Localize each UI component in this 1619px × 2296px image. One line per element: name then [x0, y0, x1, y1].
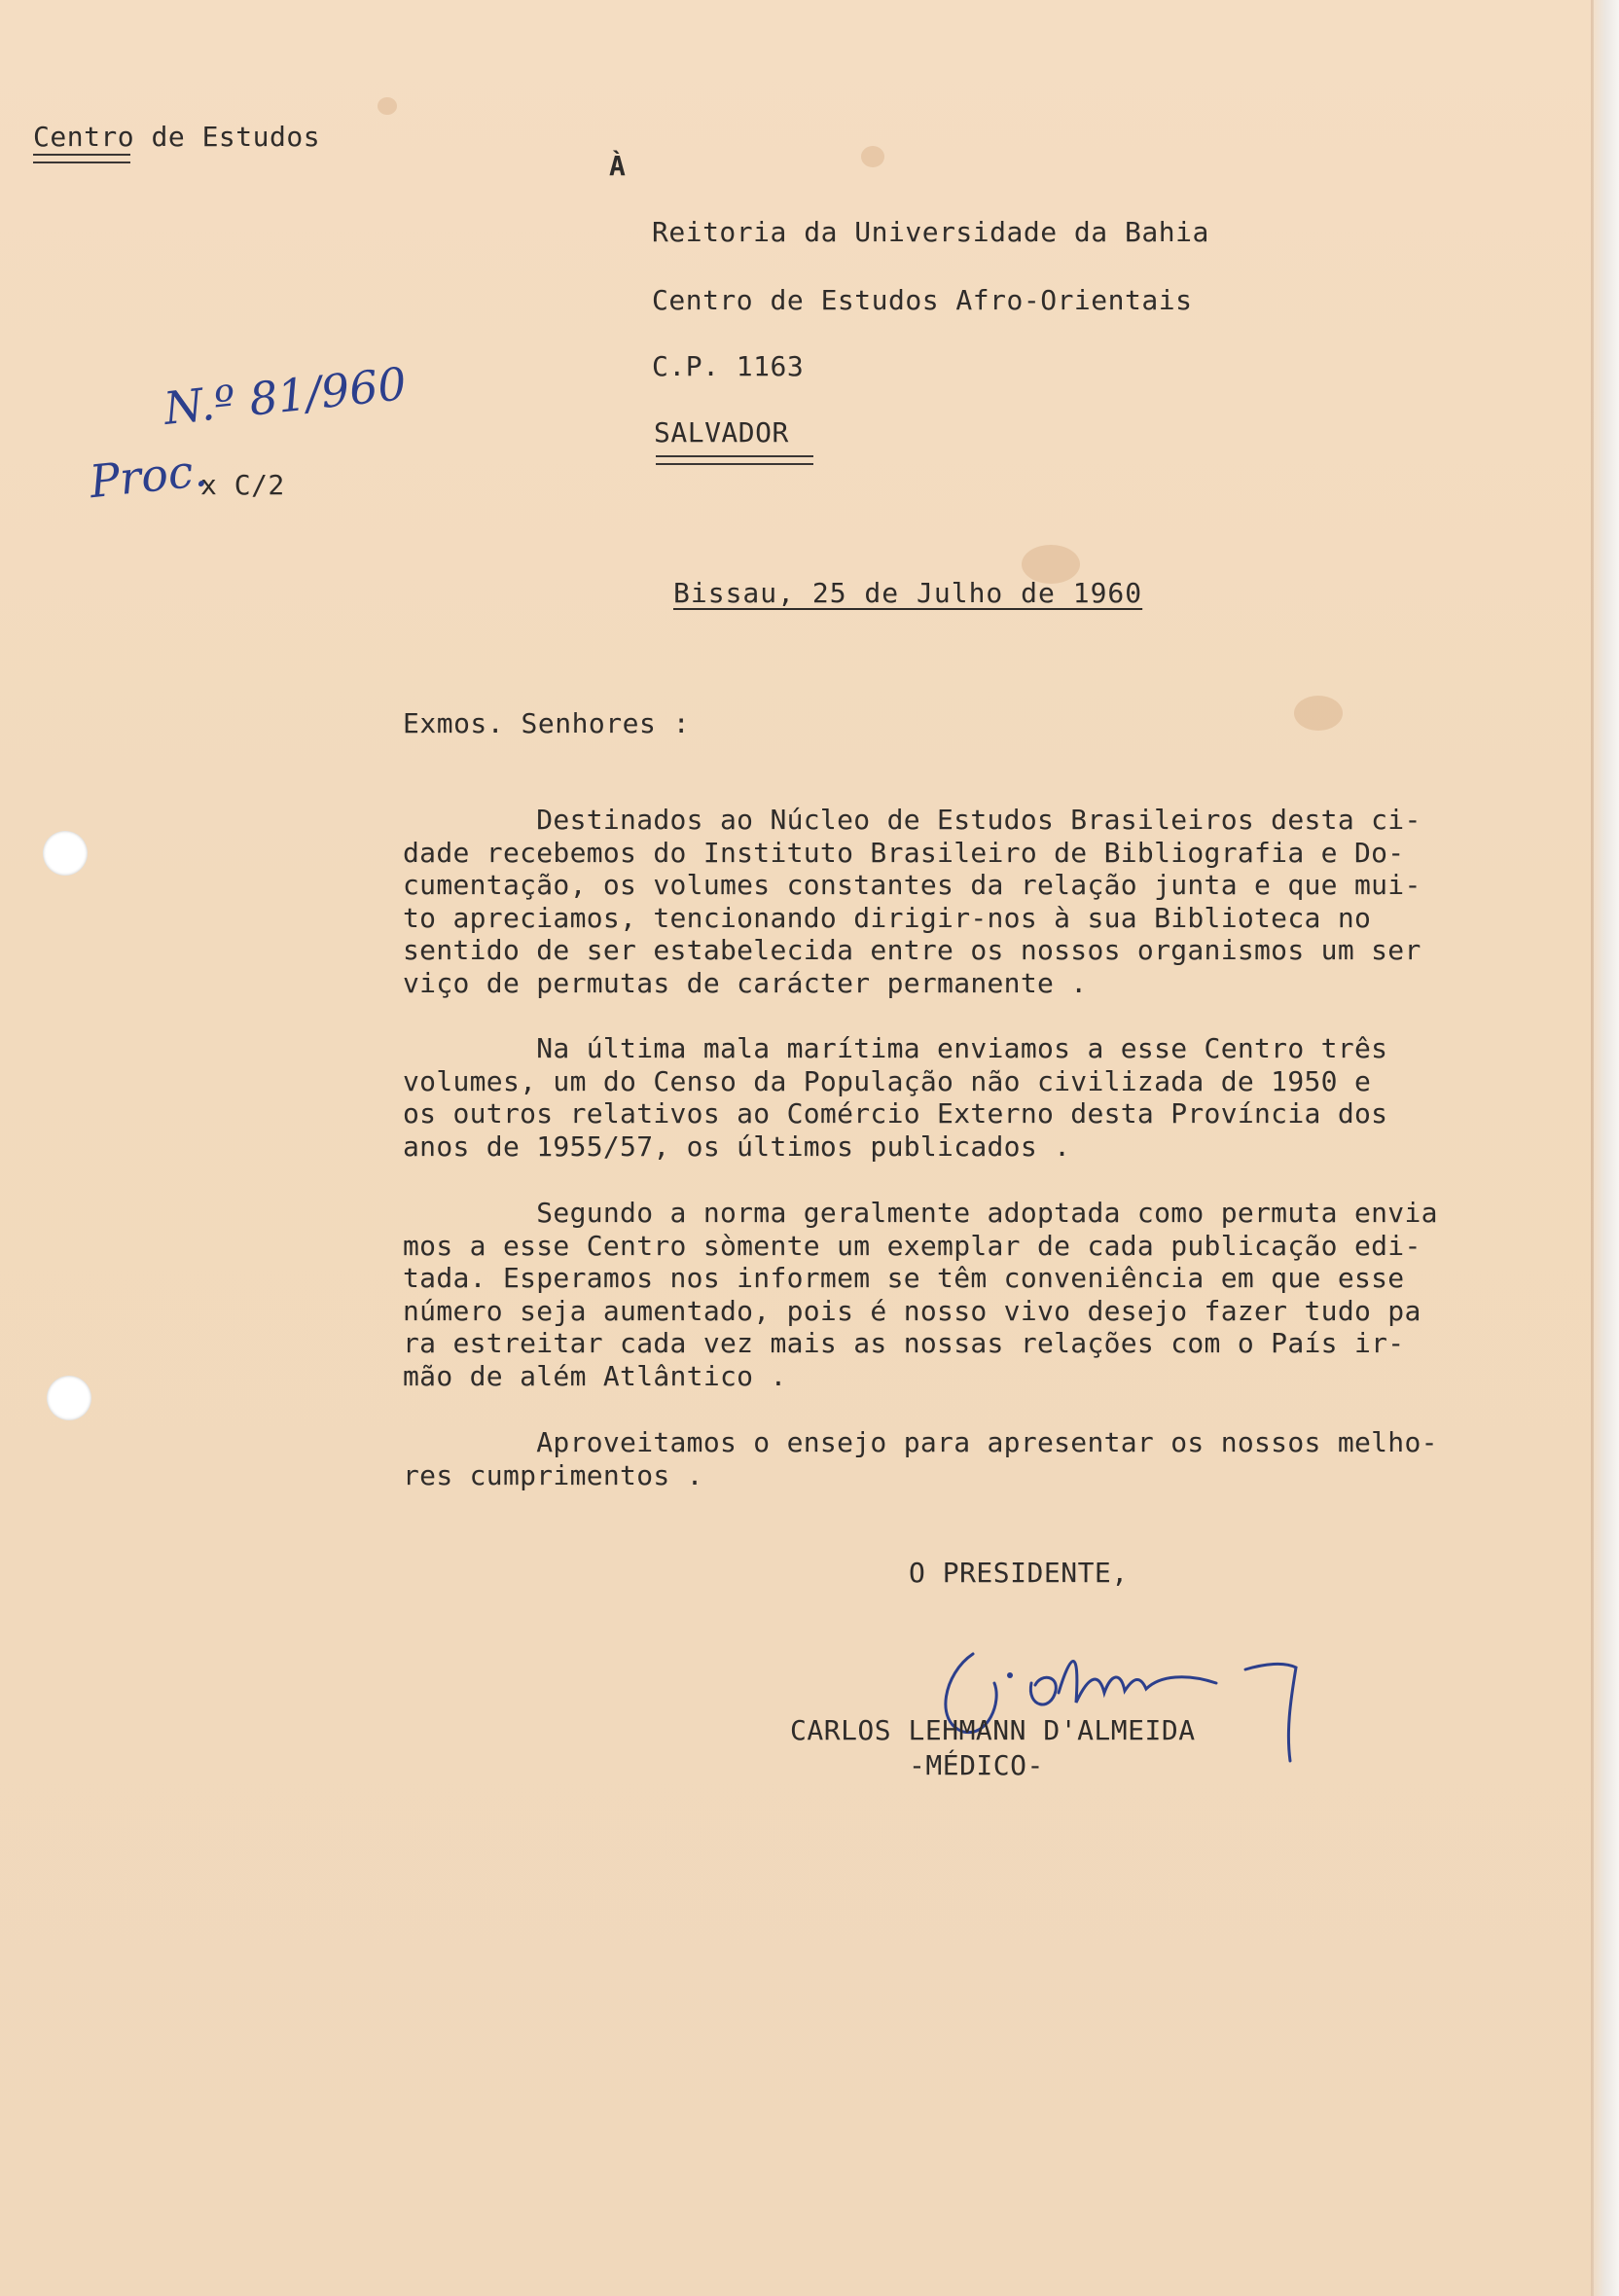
recipient-line: Centro de Estudos Afro-Orientais: [652, 284, 1193, 316]
salutation: Exmos. Senhores :: [403, 707, 691, 739]
handwritten-proc: Proc.: [87, 443, 210, 509]
paper-right-edge: [1590, 0, 1619, 2296]
body-line: dade recebemos do Instituto Brasileiro de Bibliografia e Do-: [403, 836, 1405, 869]
paper-stain: [861, 146, 884, 167]
body-line: Segundo a norma geralmente adoptada como permuta envia: [403, 1197, 1438, 1229]
paper-stain: [1294, 696, 1343, 731]
body-paragraph: [403, 804, 1421, 999]
recipient-city: SALVADOR: [654, 416, 789, 448]
city-underline: [656, 455, 813, 465]
body-line: Destinados ao Núcleo de Estudos Brasileiros desta ci-: [403, 804, 1421, 836]
body-line: to apreciamos, tencionando dirigir-nos à sua Biblioteca no: [403, 901, 1372, 934]
body-paragraph: [403, 1197, 1438, 1392]
signatory-name: CARLOS LEHMANN D'ALMEIDA: [790, 1714, 1196, 1746]
recipient-prefix: À: [609, 150, 627, 182]
letterhead-underline: [33, 154, 130, 163]
closing-title: O PRESIDENTE,: [909, 1557, 1129, 1589]
body-line: sentido de ser estabelecida entre os nossos organismos um ser: [403, 934, 1421, 966]
body-line: res cumprimentos .: [403, 1458, 703, 1491]
date-line: Bissau, 25 de Julho de 1960: [673, 577, 1143, 609]
body-line: volumes, um do Censo da População não civilizada de 1950 e: [403, 1064, 1372, 1097]
body-line: mos a esse Centro sòmente um exemplar de cada publicação edi-: [403, 1229, 1421, 1262]
punch-hole-top: [43, 831, 88, 876]
body-line: ra estreitar cada vez mais as nossas relações com o País ir-: [403, 1327, 1405, 1359]
recipient-line: C.P. 1163: [652, 350, 805, 382]
body-line: número seja aumentado, pois é nosso vivo desejo fazer tudo pa: [403, 1294, 1421, 1327]
body-line: anos de 1955/57, os últimos publicados .: [403, 1130, 1071, 1163]
signatory-role: -MÉDICO-: [909, 1749, 1044, 1781]
signature-icon: [934, 1615, 1343, 1771]
body-line: mão de além Atlântico .: [403, 1359, 787, 1392]
body-line: os outros relativos ao Comércio Externo desta Província dos: [403, 1097, 1388, 1130]
punch-hole-bottom: [47, 1376, 91, 1420]
body-paragraph: [403, 1032, 1387, 1163]
body-paragraph: [403, 1426, 1438, 1491]
body-line: Na última mala marítima enviamos a esse Centro três: [403, 1032, 1388, 1064]
typed-ref: x C/2: [200, 469, 285, 501]
body-line: viço de permutas de carácter permanente .: [403, 966, 1088, 999]
recipient-line: Reitoria da Universidade da Bahia: [652, 216, 1209, 248]
body-line: tada. Esperamos nos informem se têm conveniência em que esse: [403, 1262, 1405, 1294]
letterhead-org: Centro de Estudos: [33, 121, 321, 153]
paper-stain: [378, 97, 397, 115]
body-line: cumentação, os volumes constantes da relação junta e que mui-: [403, 869, 1421, 901]
body-line: Aproveitamos o ensejo para apresentar os nossos melho-: [403, 1426, 1438, 1458]
handwritten-ref-number: N.º 81/960: [161, 357, 410, 435]
